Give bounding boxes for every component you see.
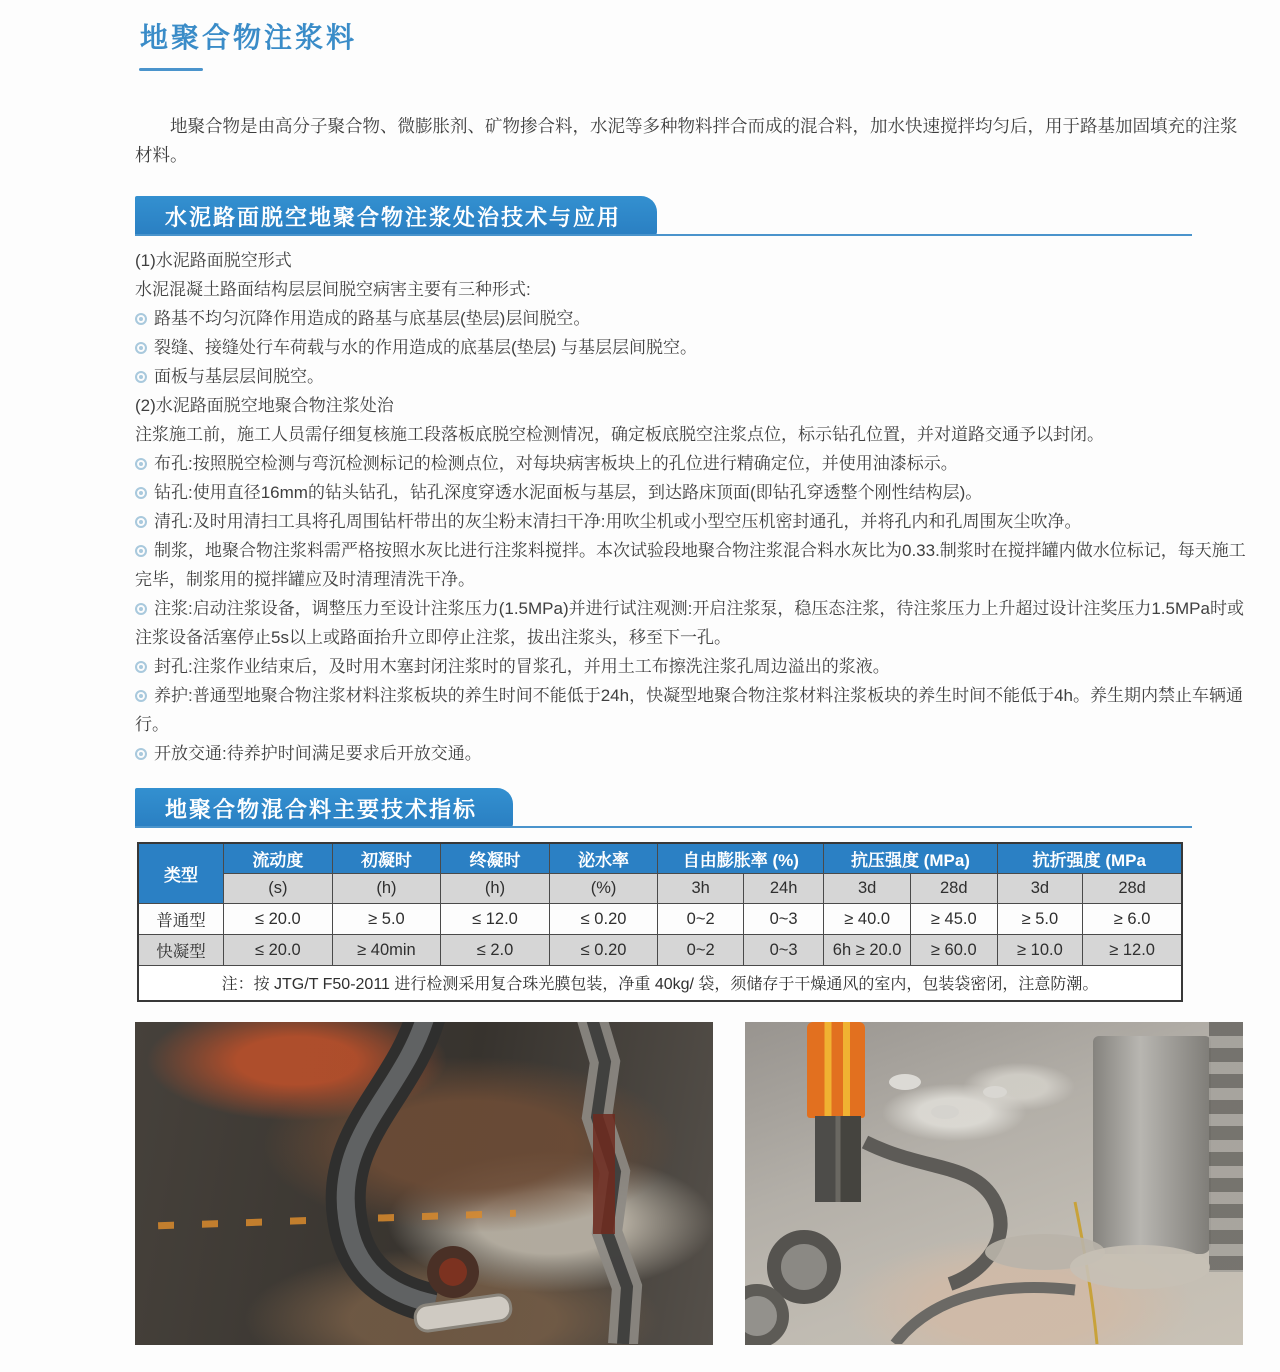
ring-bullet-icon [135,661,147,673]
bullet-item: 清孔:及时用清扫工具将孔周围钻杆带出的灰尘粉末清扫干净:用吹尘机或小型空压机密封通孔，并将孔内和孔周围灰尘吹净。 [135,507,1250,536]
bullet-item: 开放交通:待养护时间满足要求后开放交通。 [135,739,1250,768]
cell: ≤ 2.0 [441,935,550,966]
page-title: 地聚合物注浆料 [140,22,358,53]
ring-bullet-icon [135,690,147,702]
cell: ≤ 0.20 [549,935,658,966]
bullet-item: 制浆，地聚合物注浆料需严格按照水灰比进行注浆料搅拌。本次试验段地聚合物注浆混合料水灰比为0.33.制浆时在搅拌罐内做水位标记，每天施工完毕，制浆用的搅拌罐应及时清理清洗干净。 [135,541,1246,589]
bullet-item: 面板与基层层间脱空。 [135,362,1250,391]
cell: 0~2 [658,904,744,935]
photo-grout-hose-pavement [135,1022,713,1345]
sub-header: 3d [997,874,1083,904]
row-label: 快凝型 [138,935,224,966]
photo-overlay-shapes [745,1022,1243,1344]
col-header-initial-set: 初凝时 [332,843,441,874]
sub-header: 28d [910,874,997,904]
sub-header: (s) [224,874,333,904]
cell: ≥ 40.0 [824,904,911,935]
table-row-rapid-set [138,935,1182,966]
section-banner-label: 水泥路面脱空地聚合物注浆处治技术与应用 [165,204,622,230]
col-header-compressive: 抗压强度 (MPa) [824,843,997,874]
ring-bullet-icon [135,748,147,760]
ring-bullet-icon [135,371,147,383]
cell: ≥ 5.0 [332,904,441,935]
cell: ≥ 6.0 [1083,904,1182,935]
bullet-item: 裂缝、接缝处行车荷载与水的作用造成的底基层(垫层) 与基层层间脱空。 [135,333,1250,362]
col-header-fluidity: 流动度 [224,843,333,874]
bullet-item: 注浆:启动注浆设备，调整压力至设计注浆压力(1.5MPa)并进行试注观测:开启注浆泵，稳压态注浆，待注浆压力上升超过设计注奖压力1.5MPa时或注浆设备活塞停止5s以上或路面抬升立即停止注浆，拔出注浆头，移至下一孔。 [135,599,1244,647]
cell: ≤ 12.0 [441,904,550,935]
section-banner-label: 地聚合物混合料主要技术指标 [165,796,478,822]
title-underline [139,68,203,71]
table-row-ordinary [138,904,1182,935]
cell: ≥ 40min [332,935,441,966]
bullet-item: 钻孔:使用直径16mm的钻头钻孔，钻孔深度穿透水泥面板与基层，到达路床顶面(即钻孔穿透整个刚性结构层)。 [135,478,1250,507]
col-header-flexural: 抗折强度 (MPa [997,843,1182,874]
sub-header: (%) [549,874,658,904]
cell: ≥ 10.0 [997,935,1083,966]
section-banner-technology [135,196,657,236]
ring-bullet-icon [135,516,147,528]
cell: ≥ 5.0 [997,904,1083,935]
cell: ≥ 12.0 [1083,935,1182,966]
cell: ≤ 0.20 [549,904,658,935]
row-label: 普通型 [138,904,224,935]
ring-bullet-icon [135,342,147,354]
paragraph: 注浆施工前，施工人员需仔细复核施工段落板底脱空检测情况，确定板底脱空注浆点位，标示钻孔位置，并对道路交通予以封闭。 [135,425,1104,444]
table-footnote: 注：按 JTG/T F50-2011 进行检测采用复合珠光膜包装，净重 40kg/ 袋，须储存于干燥通风的室内，包装袋密闭，注意防潮。 [138,966,1182,1001]
col-header-final-set: 终凝时 [441,843,550,874]
col-header-type: 类型 [138,843,224,904]
cell: ≥ 60.0 [910,935,997,966]
section-technology-body [135,246,1250,768]
ring-bullet-icon [135,458,147,470]
col-header-bleeding: 泌水率 [549,843,658,874]
bullet-item: 布孔:按照脱空检测与弯沉检测标记的检测点位，对每块病害板块上的孔位进行精确定位，并使用油漆标示。 [135,449,1250,478]
cell: 6h ≥ 20.0 [824,935,911,966]
banner-rule [135,826,1192,828]
photo-grouting-worksite [745,1022,1243,1345]
bullet-item: 路基不均匀沉降作用造成的路基与底基层(垫层)层间脱空。 [135,304,1250,333]
paragraph: (1)水泥路面脱空形式 [135,251,292,270]
bullet-item: 封孔:注浆作业结束后，及时用木塞封闭注浆时的冒浆孔，并用土工布擦洗注浆孔周边溢出的浆液。 [135,652,1250,681]
ring-bullet-icon [135,603,147,615]
paragraph: (2)水泥路面脱空地聚合物注浆处治 [135,396,394,415]
banner-rule [135,234,1192,236]
col-header-expansion: 自由膨胀率 (%) [658,843,824,874]
sub-header: 28d [1083,874,1182,904]
sub-header: 3d [824,874,911,904]
cell: 0~3 [743,935,823,966]
sub-header: (h) [441,874,550,904]
cell: ≥ 45.0 [910,904,997,935]
sub-header: 24h [743,874,823,904]
ring-bullet-icon [135,545,147,557]
intro-paragraph: 地聚合物是由高分子聚合物、微膨胀剂、矿物掺合料，水泥等多种物料拌合而成的混合料，加水快速搅拌均匀后，用于路基加固填充的注浆材料。 [135,116,1238,165]
photo-overlay-shapes [135,1022,713,1344]
section-banner-specs [135,788,513,828]
sub-header: 3h [658,874,744,904]
spec-table [137,842,1183,1002]
paragraph: 水泥混凝土路面结构层层间脱空病害主要有三种形式: [135,280,531,299]
cell: ≤ 20.0 [224,904,333,935]
ring-bullet-icon [135,313,147,325]
ring-bullet-icon [135,487,147,499]
cell: 0~2 [658,935,744,966]
table-footnote-row [138,966,1182,1001]
cell: ≤ 20.0 [224,935,333,966]
bullet-item: 养护:普通型地聚合物注浆材料注浆板块的养生时间不能低于24h，快凝型地聚合物注浆材料注浆板块的养生时间不能低于4h。养生期内禁止车辆通行。 [135,686,1243,734]
cell: 0~3 [743,904,823,935]
sub-header: (h) [332,874,441,904]
